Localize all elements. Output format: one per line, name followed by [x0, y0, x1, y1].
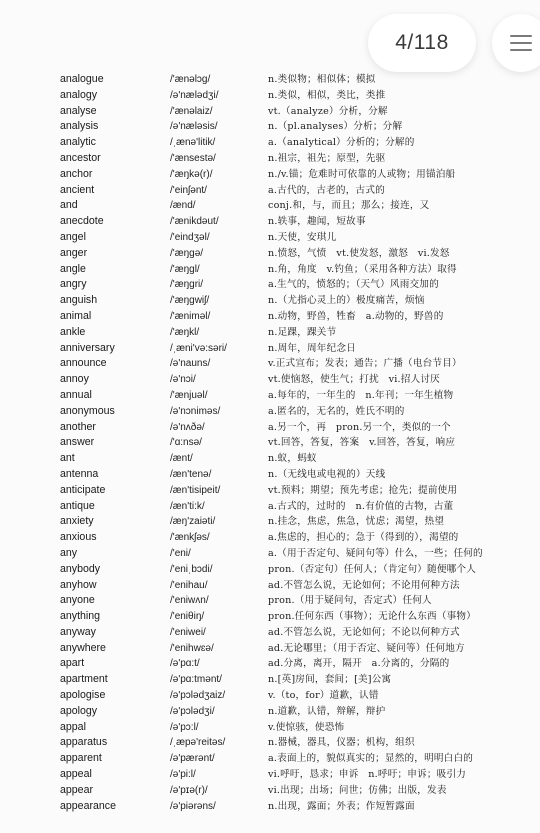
entry-word: animal: [60, 309, 92, 322]
entry-word: angry: [60, 278, 87, 291]
entry-word: anyhow: [60, 578, 97, 591]
entry-phonetic: /ə'pɔ:l/: [170, 721, 199, 733]
entry-definition: vt.回答，答复，答案 v.回答，答复，响应: [268, 437, 456, 449]
hamburger-menu-icon: [510, 34, 532, 52]
list-item: [0, 293, 540, 309]
entry-phonetic: /'ænkʃəs/: [170, 532, 210, 544]
entry-definition: n.足踝，踝关节: [268, 326, 337, 338]
entry-phonetic: /ə'pɔlədʒaiz/: [170, 690, 226, 702]
entry-phonetic: /ə'pærənt/: [170, 753, 215, 765]
entry-word: anywhere: [60, 641, 106, 654]
entry-definition: n.轶事，趣闻，短故事: [268, 216, 366, 228]
list-item: [0, 388, 540, 404]
entry-definition: n.（无线电或电视的）天线: [268, 468, 386, 480]
entry-definition: n.（pl.analyses）分析；分解: [268, 121, 403, 133]
entry-definition: conj.和，与，而且；那么；接连，又: [268, 200, 430, 212]
entry-phonetic: /'ænəlaiz/: [170, 105, 213, 117]
entry-phonetic: /ə'piərəns/: [170, 800, 216, 812]
list-item: [0, 514, 540, 530]
entry-word: annoy: [60, 373, 89, 386]
entry-word: apart: [60, 657, 85, 670]
list-item: [0, 467, 540, 483]
list-item: [0, 246, 540, 262]
entry-phonetic: /ə'nælədʒi/: [170, 89, 219, 101]
entry-definition: n.祖宗，祖先；原型，先驱: [268, 152, 386, 164]
entry-definition: a.每年的，一年生的 n.年刊；一年生植物: [268, 389, 454, 401]
list-item: [0, 783, 540, 799]
entry-definition: vt.使恼怒，使生气；打扰 vi.招人讨厌: [268, 374, 440, 386]
list-item: [0, 262, 540, 278]
entry-phonetic: /ə'pi:l/: [170, 769, 196, 781]
entry-definition: a.生气的，愤怒的；（天气）风雨交加的: [268, 279, 439, 291]
entry-definition: ad.不管怎么说，无论如何；不论以何种方式: [268, 626, 460, 638]
entry-definition: n.天使，安琪儿: [268, 231, 337, 243]
entry-definition: n.器械，器具，仪器；机构，组织: [268, 737, 415, 749]
entry-phonetic: /'æŋgl/: [170, 263, 200, 275]
entry-phonetic: /'einʃənt/: [170, 184, 207, 196]
entry-definition: n.道歉，认错，辩解，辩护: [268, 705, 386, 717]
entry-word: apologise: [60, 689, 106, 702]
entry-word: announce: [60, 357, 107, 370]
entry-definition: vt.预料；期望；预先考虑；抢先；提前使用: [268, 484, 458, 496]
list-item: [0, 372, 540, 388]
list-item: [0, 451, 540, 467]
entry-phonetic: /'eniˌbɔdi/: [170, 563, 213, 575]
list-item: [0, 735, 540, 751]
entry-phonetic: /ænd/: [170, 200, 196, 212]
list-item: [0, 641, 540, 657]
entry-word: analytic: [60, 136, 96, 149]
entry-word: anxious: [60, 531, 97, 544]
entry-word: analogy: [60, 88, 98, 101]
entry-phonetic: /ə'nɔi/: [170, 374, 196, 386]
entry-phonetic: /ə'pɑ:tmənt/: [170, 674, 222, 686]
list-item: [0, 435, 540, 451]
entry-definition: a.表面上的，貌似真实的；显然的，明明白白的: [268, 753, 474, 765]
entry-word: apology: [60, 704, 98, 717]
entry-phonetic: /'ænjuəl/: [170, 389, 208, 401]
list-item: [0, 198, 540, 214]
list-item: [0, 546, 540, 562]
entry-definition: a.匿名的，无名的，姓氏不明的: [268, 405, 405, 417]
list-item: [0, 609, 540, 625]
entry-phonetic: /ə'næləsis/: [170, 121, 218, 133]
entry-phonetic: /'ænikdəut/: [170, 216, 219, 228]
entry-word: anxiety: [60, 515, 94, 528]
list-item: [0, 119, 540, 135]
list-item: [0, 325, 540, 341]
entry-definition: n.出现，露面；外表；作短暂露面: [268, 800, 415, 812]
entry-word: apparent: [60, 752, 102, 765]
list-item: [0, 167, 540, 183]
list-item: [0, 499, 540, 515]
entry-word: analyse: [60, 104, 97, 117]
entry-definition: n.愤怒，气愤 vt.使发怒，激怒 vi.发怒: [268, 247, 450, 259]
list-item: [0, 672, 540, 688]
entry-word: annual: [60, 388, 92, 401]
entry-phonetic: /'eniwʌn/: [170, 595, 209, 607]
list-item: [0, 183, 540, 199]
entry-word: any: [60, 546, 78, 559]
entry-definition: pron.（用于疑问句，否定式）任何人: [268, 595, 432, 607]
entry-word: anger: [60, 246, 88, 259]
entry-phonetic: /æn'tenə/: [170, 468, 212, 480]
list-item: [0, 562, 540, 578]
entry-phonetic: /'eindʒəl/: [170, 231, 210, 243]
entry-definition: v.使惊骇，使恐怖: [268, 721, 345, 733]
list-item: [0, 720, 540, 736]
entry-phonetic: /'æŋgwiʃ/: [170, 295, 210, 307]
entry-word: anticipate: [60, 483, 106, 496]
entry-word: angle: [60, 262, 86, 275]
entry-word: another: [60, 420, 96, 433]
list-item: [0, 404, 540, 420]
entry-definition: n.动物，野兽，牲畜 a.动物的，野兽的: [268, 310, 444, 322]
entry-phonetic: /ˌænə'litik/: [170, 137, 216, 149]
entry-word: analogue: [60, 73, 104, 85]
entry-word: ancestor: [60, 151, 101, 164]
page-indicator[interactable]: [368, 14, 476, 72]
list-item: [0, 625, 540, 641]
entry-definition: n.蚁，蚂蚁: [268, 453, 317, 465]
list-item: [0, 151, 540, 167]
entry-definition: v.（to，for）道歉，认错: [268, 690, 379, 702]
list-item: [0, 799, 540, 815]
list-item: [0, 751, 540, 767]
entry-word: anguish: [60, 294, 98, 307]
entry-phonetic: /æn'ti:k/: [170, 500, 205, 512]
entry-definition: ad.不管怎么说，无论如何；不论用何种方法: [268, 579, 460, 591]
entry-definition: n./v.锚；危难时可依靠的人或物；用锚泊船: [268, 168, 456, 180]
entry-word: antenna: [60, 467, 99, 480]
list-item: [0, 309, 540, 325]
list-item: [0, 214, 540, 230]
entry-word: appeal: [60, 768, 92, 781]
entry-phonetic: /ænt/: [170, 453, 193, 465]
list-item: [0, 688, 540, 704]
entry-phonetic: /'æŋkl/: [170, 326, 200, 338]
entry-phonetic: /ə'nɔniməs/: [170, 405, 221, 417]
list-item: [0, 230, 540, 246]
entry-definition: n.[英]房间，套间；[美]公寓: [268, 674, 392, 686]
entry-phonetic: /ə'pɪə(r)/: [170, 784, 208, 796]
list-item: [0, 704, 540, 720]
entry-phonetic: /'ænsestə/: [170, 152, 216, 164]
entry-definition: v.正式宣布；发表；通告；广播（电台节目）: [268, 358, 462, 370]
entry-word: angel: [60, 230, 86, 243]
entry-phonetic: /'æŋgri/: [170, 279, 204, 291]
entry-word: anecdote: [60, 215, 104, 228]
list-item: [0, 72, 540, 88]
entry-word: anyway: [60, 625, 96, 638]
entry-definition: n.（尤指心灵上的）极度痛苦，烦恼: [268, 295, 425, 307]
entry-word: anchor: [60, 167, 93, 180]
entry-phonetic: /ə'nauns/: [170, 358, 211, 370]
list-item: [0, 88, 540, 104]
entry-word: analysis: [60, 120, 99, 133]
entry-definition: ad.分离，离开，隔开 a.分离的，分隔的: [268, 658, 450, 670]
entry-phonetic: /æn'tisipeit/: [170, 484, 221, 496]
entry-word: ankle: [60, 325, 86, 338]
entry-word: anybody: [60, 562, 101, 575]
entry-phonetic: /ə'nʌðə/: [170, 421, 205, 433]
entry-phonetic: /'eni/: [170, 547, 191, 559]
entry-definition: vi.出现；出场；问世；仿佛；出版，发表: [268, 784, 447, 796]
entry-definition: vi.呼吁，恳求；申诉 n.呼吁；申诉；吸引力: [268, 769, 467, 781]
entry-definition: n.角，角度 v.钓鱼；（采用各种方法）取得: [268, 263, 457, 275]
entry-word: appal: [60, 720, 86, 733]
entry-definition: ad.无论哪里；（用于否定、疑问等）任何地方: [268, 642, 465, 654]
entry-phonetic: /ə'pɔlədʒi/: [170, 705, 215, 717]
entry-definition: n.类似，相似，类比，类推: [268, 89, 386, 101]
entry-word: apartment: [60, 673, 108, 686]
entry-word: anonymous: [60, 404, 115, 417]
list-item: [0, 767, 540, 783]
list-item: [0, 593, 540, 609]
entry-phonetic: /'æŋkə(r)/: [170, 168, 213, 180]
entry-phonetic: /'enihwɛə/: [170, 642, 214, 654]
list-item: [0, 483, 540, 499]
entry-definition: a.古式的，过时的 n.有价值的古物，古董: [268, 500, 454, 512]
entry-phonetic: /ˌæni'və:səri/: [170, 342, 227, 354]
entry-phonetic: /ə'pɑ:t/: [170, 658, 200, 670]
entry-definition: n.类似物；相似体；模拟: [268, 74, 376, 85]
entry-phonetic: /æŋ'zaiəti/: [170, 516, 216, 528]
entry-definition: pron.任何东西（事物）；无论什么东西（事物）: [268, 611, 477, 623]
entry-definition: a.另一个，再 pron.另一个，类似的一个: [268, 421, 451, 433]
list-item: [0, 530, 540, 546]
entry-definition: n.周年，周年纪念日: [268, 342, 356, 354]
entry-phonetic: /'enihau/: [170, 579, 208, 591]
entry-word: anniversary: [60, 341, 115, 354]
entry-word: appearance: [60, 799, 116, 812]
entry-definition: pron.（否定句）任何人；（肯定句）随便哪个人: [268, 563, 477, 575]
entry-phonetic: /'ænəlɔg/: [170, 74, 211, 85]
entry-word: apparatus: [60, 736, 108, 749]
entry-phonetic: /'ɑ:nsə/: [170, 437, 202, 449]
entry-definition: vt.（analyze）分析，分解: [268, 105, 388, 117]
entry-word: and: [60, 199, 78, 212]
entry-definition: n.挂念，焦虑，焦急，忧虑；渴望，热望: [268, 516, 445, 528]
list-item: [0, 135, 540, 151]
entry-word: anyone: [60, 594, 95, 607]
entry-word: antique: [60, 499, 95, 512]
list-item: [0, 656, 540, 672]
list-item: [0, 356, 540, 372]
list-item: [0, 277, 540, 293]
vocabulary-list: [0, 72, 540, 814]
entry-word: answer: [60, 436, 95, 449]
entry-definition: a.古代的，古老的，古式的: [268, 184, 385, 196]
entry-phonetic: /'æŋgə/: [170, 247, 204, 259]
page-indicator-text: 4/118: [395, 31, 449, 54]
list-item: [0, 420, 540, 436]
entry-word: anything: [60, 610, 101, 623]
entry-phonetic: /'eniwei/: [170, 626, 206, 638]
entry-phonetic: /'æniməl/: [170, 310, 211, 322]
entry-definition: a.（用于否定句、疑问句等）什么，一些；任何的: [268, 547, 483, 559]
entry-definition: a.（analytical）分析的；分解的: [268, 137, 415, 149]
list-item: [0, 104, 540, 120]
entry-phonetic: /ˌæpə'reitəs/: [170, 737, 226, 749]
entry-word: ant: [60, 452, 75, 465]
list-item: [0, 578, 540, 594]
entry-phonetic: /'eniθiŋ/: [170, 611, 205, 623]
entry-word: appear: [60, 783, 93, 796]
list-item: [0, 341, 540, 357]
entry-definition: a.焦虑的，担心的；急于（得到的），渴望的: [268, 532, 459, 544]
entry-word: ancient: [60, 183, 95, 196]
